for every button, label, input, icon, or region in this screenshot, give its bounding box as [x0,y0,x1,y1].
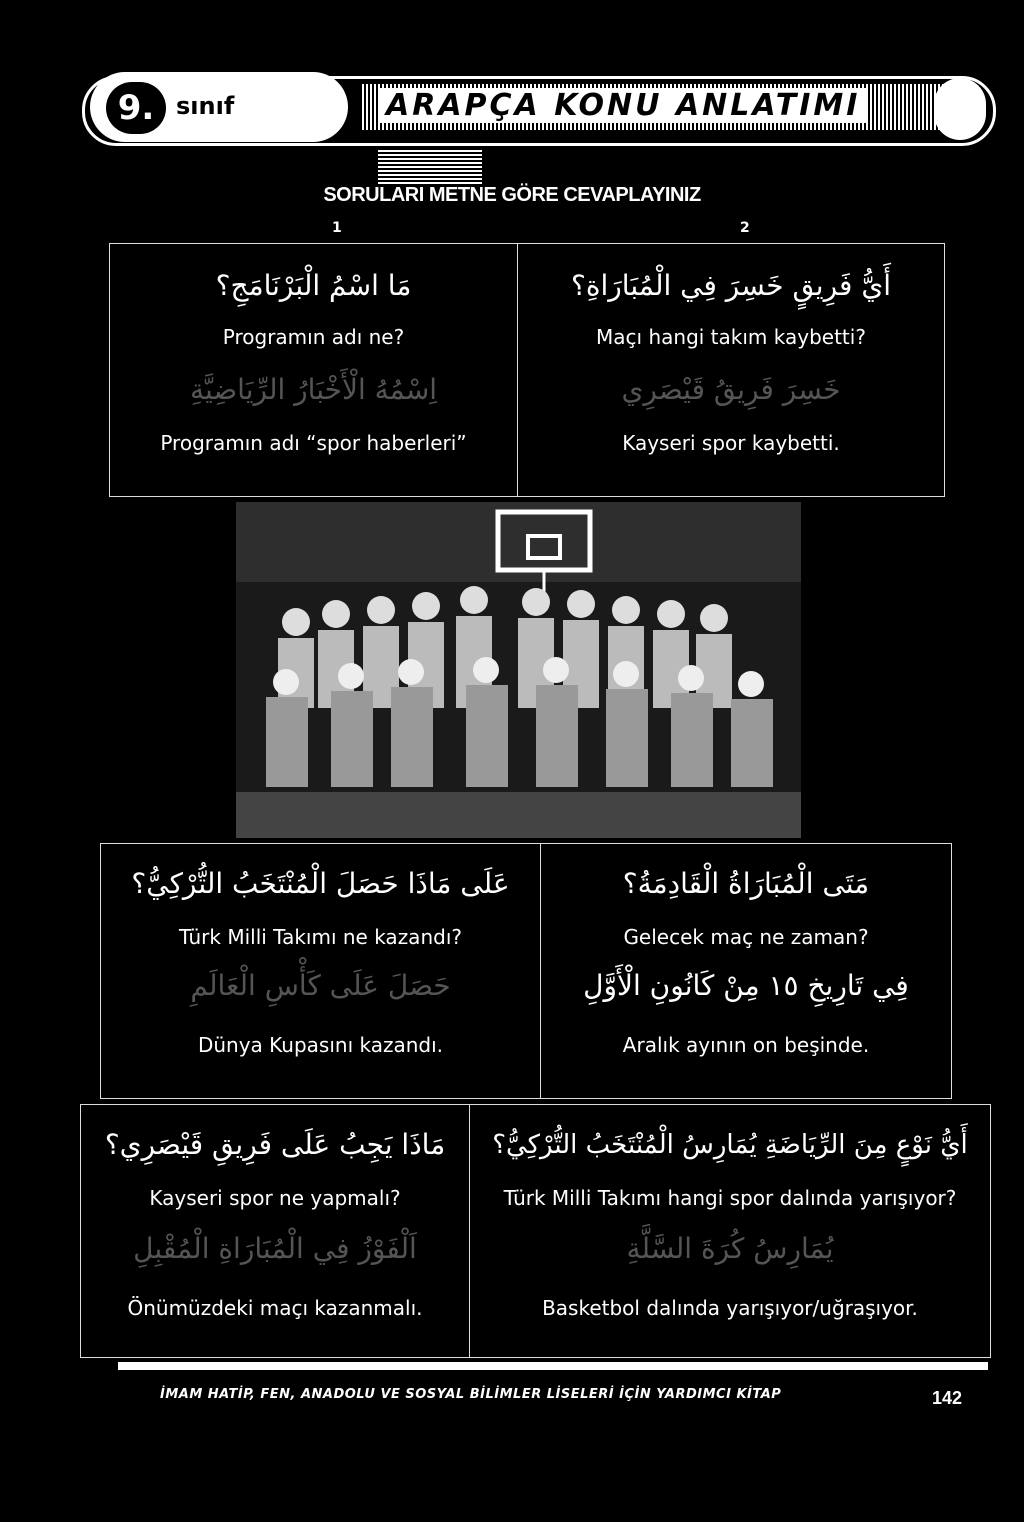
answer-turkish: Önümüzdeki maçı kazanmalı. [127,1296,423,1320]
answer-arabic: اَلْفَوْزُ فِي الْمُبَارَاةِ الْمُقْبِلِ [133,1232,417,1265]
column-mark-1: 1 [332,220,342,236]
answer-turkish: Dünya Kupasını kazandı. [197,1033,444,1057]
question-arabic: مَتَى الْمُبَارَاةُ الْقَادِمَةُ؟ [622,867,870,900]
question-turkish: Programın adı ne? [222,325,405,349]
question-arabic: مَاذَا يَجِبُ عَلَى فَرِيقِ قَيْصَرِي؟ [104,1128,446,1161]
banner-end-cap [934,78,986,140]
question-turkish: Türk Milli Takımı ne kazandı? [179,925,462,949]
answer-arabic: اِسْمُهُ الْأَخْبَارُ الرِّيَاضِيَّةِ [189,373,438,406]
question-arabic: مَا اسْمُ الْبَرْنَامَجِ؟ [215,269,412,302]
qa-box-3 [100,843,541,1099]
grade-word: sınıf [176,92,235,120]
qa-box-2 [517,243,945,497]
qa-box-1 [109,243,518,497]
page-number: 142 [932,1388,963,1408]
answer-turkish: Kayseri spor kaybetti. [622,431,840,455]
answer-arabic: خَسِرَ فَرِيقُ قَيْصَرِي [621,373,841,406]
qa-box-6 [469,1104,991,1358]
answer-arabic: حَصَلَ عَلَى كَأْسِ الْعَالَمِ [190,969,451,1002]
question-arabic: أَيُّ نَوْعٍ مِنَ الرِّيَاضَةِ يُمَارِسُ الْمُنْتَخَبُ التُّرْكِيُّ؟ [492,1130,968,1160]
answer-arabic: يُمَارِسُ كُرَةَ السَّلَّةِ [626,1232,834,1265]
question-turkish: Maçı hangi takım kaybetti? [596,325,866,349]
grade-number: 9. [106,82,166,134]
answer-turkish: Aralık ayının on beşinde. [622,1033,870,1057]
page-title: ARAPÇA KONU ANLATIMI [378,88,868,123]
question-turkish: Gelecek maç ne zaman? [623,925,869,949]
column-mark-2: 2 [740,220,750,236]
question-arabic: عَلَى مَاذَا حَصَلَ الْمُنْتَخَبُ التُّرْكِيُّ؟ [131,867,510,900]
grade-badge [90,72,348,142]
answer-arabic: فِي تَارِيخِ ١٥ مِنْ كَانُونِ الْأَوَّلِ [583,969,909,1002]
question-turkish: Kayseri spor ne yapmalı? [149,1186,401,1210]
decorative-hatch [378,150,482,184]
answer-turkish: Programın adı “spor haberleri” [160,431,467,455]
instruction-heading: SORULARI METNE GÖRE CEVAPLAYINIZ [323,184,701,206]
qa-box-5 [80,1104,470,1358]
footer-book-title: İMAM HATİP, FEN, ANADOLU VE SOSYAL BİLİMLER LİSELERİ İÇİN YARDIMCI KİTAP [160,1387,782,1402]
header-banner [82,66,992,154]
footer-divider [118,1362,988,1370]
question-turkish: Türk Milli Takımı hangi spor dalında yarışıyor? [503,1186,957,1210]
answer-turkish: Basketbol dalında yarışıyor/uğraşıyor. [542,1296,918,1320]
question-arabic: أَيُّ فَرِيقٍ خَسِرَ فِي الْمُبَارَاةِ؟ [570,269,892,302]
team-photo-illustration [236,502,801,838]
qa-box-4 [540,843,952,1099]
team-photo [236,502,801,838]
